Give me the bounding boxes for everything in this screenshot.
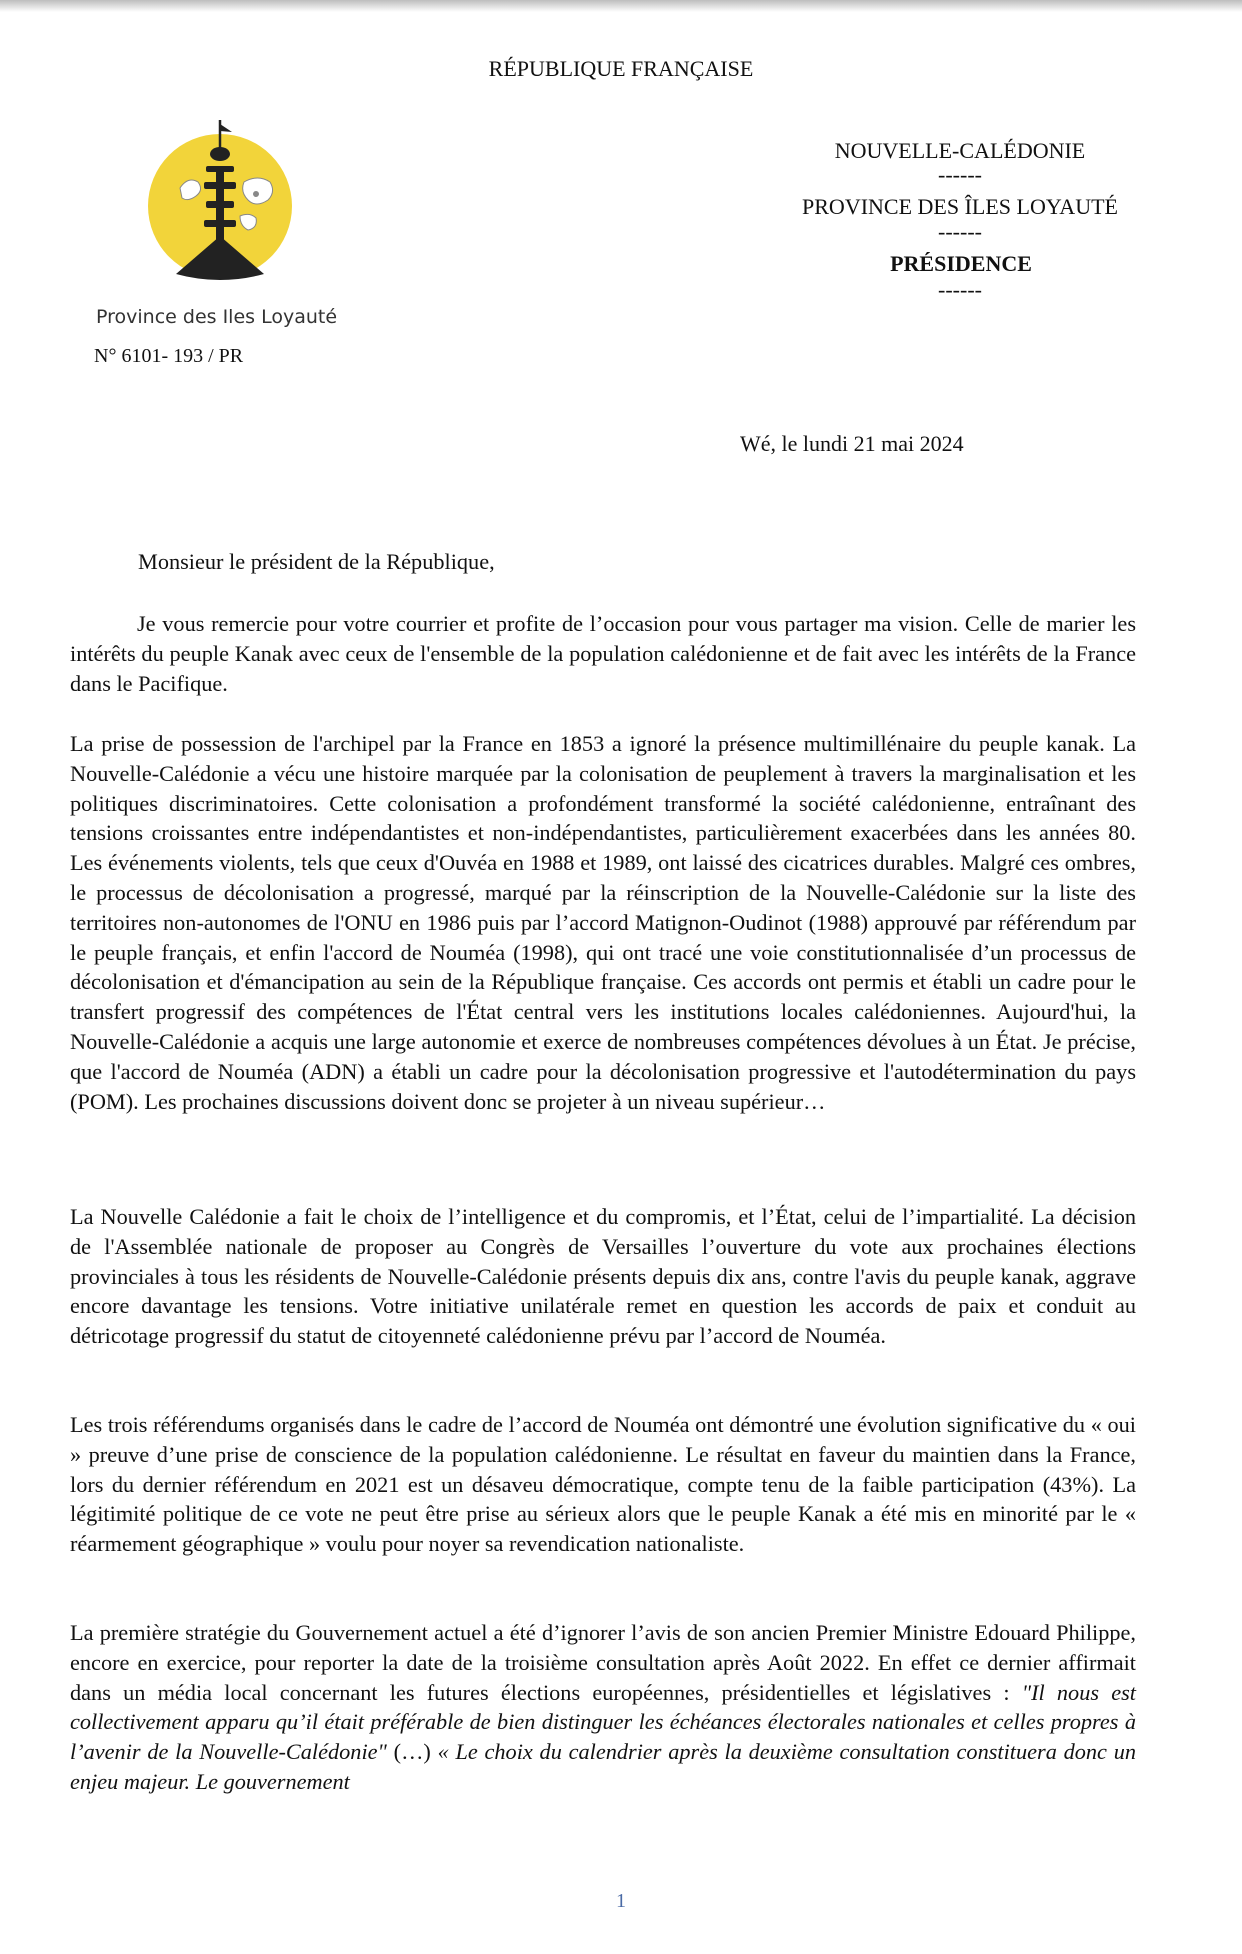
paragraph-text: La Nouvelle Calédonie a fait le choix de l’intelligence et du compromis, et l’État, celui de l’impartialité. La décision de l'Assemblée nationale de proposer au Congrès de Versailles l’ouverture du vote aux prochaines élections provinciales à tous les résidents de Nouvelle-Calédonie présents depuis dix ans, contre l'avis du peuple kanak, aggrave encore davantage les tensions. Votre initiative unilatérale remet en question les accords de paix et conduit au détricotage progressif du statut de citoyenneté calédonienne prévu par l’accord de Nouméa. bbox=[70, 1204, 1136, 1349]
paragraph-strategy bbox=[70, 1618, 1136, 1797]
page-number: 1 bbox=[616, 1890, 626, 1912]
paragraph-text: Je vous remercie pour votre courrier et profite de l’occasion pour vous partager ma vision. Celle de marier les intérêts du peuple Kanak avec ceux de l'ensemble de la population calédonienne et de fait avec les intérêts de la France dans le Pacifique. bbox=[70, 611, 1136, 696]
paragraph-regular-text: La première stratégie du Gouvernement actuel a été d’ignorer l’avis de son ancien Premier Ministre Edouard Philippe, encore en exercice, pour reporter la date de la troisième consultation après Août 2022. En effet ce dernier affirmait dans un média local concernant les futures élections européennes, présidentielles et législatives : bbox=[70, 1620, 1136, 1705]
paragraph-decision bbox=[70, 1202, 1136, 1351]
separator: ------ bbox=[938, 277, 982, 302]
republic-heading: RÉPUBLIQUE FRANÇAISE bbox=[488, 56, 754, 81]
quote-philippe: "Il nous est collectivement apparu qu’il était préférable de bien distinguer les échéances électorales nationales et celles propres à l’avenir de la Nouvelle-Calédonie" bbox=[70, 1679, 1136, 1765]
separator: ------ bbox=[938, 219, 982, 244]
paragraph-text: La prise de possession de l'archipel par la France en 1853 a ignoré la présence multimillénaire du peuple kanak. La Nouvelle-Calédonie a vécu une histoire marquée par la colonisation de peuplement à travers la marginalisation et les politiques discriminatoires. Cette colonisation a profondément transformé la société calédonienne, entraînant des tensions croissantes entre indépendantistes et non-indépendantistes, particulièrement exacerbées dans les années 80. Les événements violents, tels que ceux d'Ouvéa en 1988 et 1989, ont laissé des cicatrices durables. Malgré ces ombres, le processus de décolonisation a progressé, marqué par la réinscription de la Nouvelle-Calédonie sur la liste des territoires non-autonomes de l'ONU en 1986 puis par l’accord Matignon-Oudinot (1988) approuvé par référendum par le peuple français, et enfin l'accord de Nouméa (1998), qui ont tracé une voie constitutionnalisée d’un processus de décolonisation et d'émancipation au sein de la République française. Ces accords ont permis et établi un cadre pour le transfert progressif des compétences de l'État central vers les institutions locales calédoniennes. Aujourd'hui, la Nouvelle-Calédonie a acquis une large autonomie et exerce de nombreuses compétences dévolues à un État. Je précise, que l'accord de Nouméa (ADN) a établi un cadre pour la décolonisation progressive et l'autodétermination du pays (POM). Les prochaines discussions doivent donc se projeter à un niveau supérieur… bbox=[70, 731, 1136, 1114]
quote-ellipsis: (…) bbox=[386, 1739, 438, 1765]
scan-top-edge bbox=[0, 0, 1242, 12]
quote-calendar: « Le choix du calendrier après la deuxième consultation constituera donc un enjeu majeur. Le gouvernement bbox=[70, 1739, 1136, 1794]
paragraph-referendums bbox=[70, 1410, 1136, 1559]
reference-number: N° 6101- 193 / PR bbox=[94, 345, 244, 367]
letter-date: Wé, le lundi 21 mai 2024 bbox=[740, 431, 964, 456]
paragraph-text: Les trois référendums organisés dans le cadre de l’accord de Nouméa ont démontré une évolution significative du « oui » preuve d’une prise de conscience de la population calédonienne. Le résultat en faveur du maintien dans la France, lors du dernier référendum en 2021 est un désaveu démocratique, compte tenu de la faible participation (43%). La légitimité politique de ce vote ne peut être prise au sérieux alors que le peuple Kanak a été mis en minorité par le « réarmement géographique » voulu pour noyer sa revendication nationaliste. bbox=[70, 1412, 1136, 1557]
paragraph-history bbox=[70, 729, 1136, 1116]
separator: ------ bbox=[938, 162, 982, 187]
province-logo bbox=[140, 118, 300, 288]
logo-label: Province des Iles Loyauté bbox=[96, 306, 338, 328]
territory-name: NOUVELLE-CALÉDONIE bbox=[834, 138, 1086, 163]
province-name: PROVINCE DES ÎLES LOYAUTÉ bbox=[802, 194, 1118, 219]
paragraph-text bbox=[70, 1618, 1136, 1797]
salutation: Monsieur le président de la République, bbox=[138, 549, 495, 574]
paragraph-intro bbox=[70, 609, 1136, 698]
office-name: PRÉSIDENCE bbox=[890, 251, 1032, 276]
province-emblem-icon bbox=[140, 118, 300, 288]
